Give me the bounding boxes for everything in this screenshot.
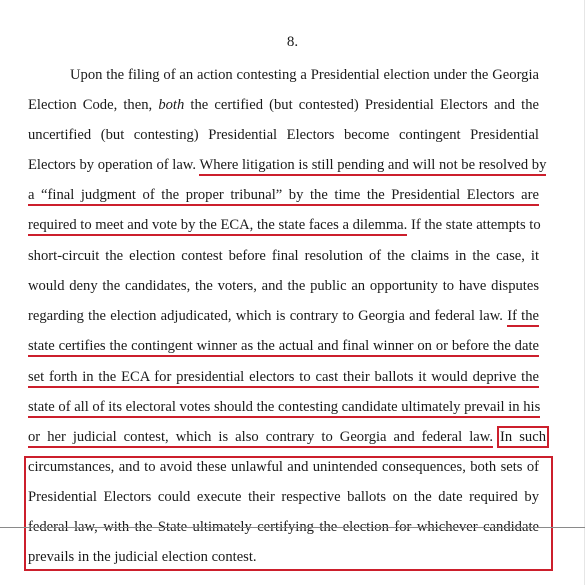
underlined-text: state of all of its electoral votes should the contesting candidate ultimately prevail in his bbox=[28, 399, 540, 418]
text-segment: would deny the candidates, the voters, and the public an opportunity to have disputes bbox=[28, 278, 539, 294]
boxed-text: In such bbox=[500, 429, 546, 445]
text-line bbox=[28, 96, 539, 114]
text-line bbox=[28, 216, 539, 234]
text-line bbox=[28, 247, 539, 265]
text-segment: the certified (but contested) Presidential Electors and the bbox=[184, 97, 539, 113]
underlined-text: If the bbox=[507, 308, 539, 327]
highlight-box bbox=[24, 456, 553, 571]
text-line bbox=[28, 126, 539, 144]
text-segment: Election Code, then, bbox=[28, 97, 159, 113]
text-segment: Presidential Electors could execute their respective ballots on the date required by bbox=[28, 489, 539, 505]
text-segment bbox=[493, 429, 500, 445]
text-segment: Electors by operation of law. bbox=[28, 157, 200, 173]
text-segment: federal law, with the State ultimately certifying the election for whichever candidate bbox=[28, 519, 539, 535]
page-number: 8. bbox=[286, 34, 299, 50]
text-line bbox=[28, 186, 539, 204]
text-segment: prevails in the judicial election contest. bbox=[28, 549, 257, 565]
underlined-text: state certifies the contingent winner as the actual and final winner on or before the date bbox=[28, 338, 539, 357]
text-line bbox=[28, 398, 539, 416]
text-segment: regarding the election adjudicated, which is contrary to Georgia and federal law. bbox=[28, 308, 508, 324]
underlined-text: required to meet and vote by the ECA, the state faces a dilemma. bbox=[28, 217, 407, 236]
text-segment: If the state attempts to bbox=[407, 217, 541, 233]
underlined-text: set forth in the ECA for presidential electors to cast their ballots it would deprive the bbox=[28, 369, 539, 388]
text-line bbox=[28, 307, 539, 325]
text-line bbox=[28, 156, 547, 174]
text-segment: circumstances, and to avoid these unlawful and unintended consequences, both sets of bbox=[28, 459, 539, 475]
underlined-text: Where litigation is still pending and will not be resolved by bbox=[199, 157, 546, 176]
text-segment: short-circuit the election contest before final resolution of the claims in the case, it bbox=[28, 248, 539, 264]
text-line bbox=[28, 337, 539, 355]
text-segment: both bbox=[158, 97, 185, 113]
underlined-text: or her judicial contest, which is also contrary to Georgia and federal law. bbox=[28, 429, 493, 448]
text-line bbox=[28, 277, 539, 295]
text-segment: uncertified (but contesting) Presidential Electors become contingent Presidential bbox=[28, 127, 539, 143]
text-line bbox=[28, 428, 546, 446]
text-line bbox=[28, 368, 539, 386]
underlined-text: a “final judgment of the proper tribunal” by the time the Presidential Electors are bbox=[28, 187, 539, 206]
page-fold-line bbox=[0, 527, 585, 528]
text-line bbox=[70, 66, 539, 84]
text-segment: Upon the filing of an action contesting a Presidential election under the Georgia bbox=[70, 67, 539, 83]
